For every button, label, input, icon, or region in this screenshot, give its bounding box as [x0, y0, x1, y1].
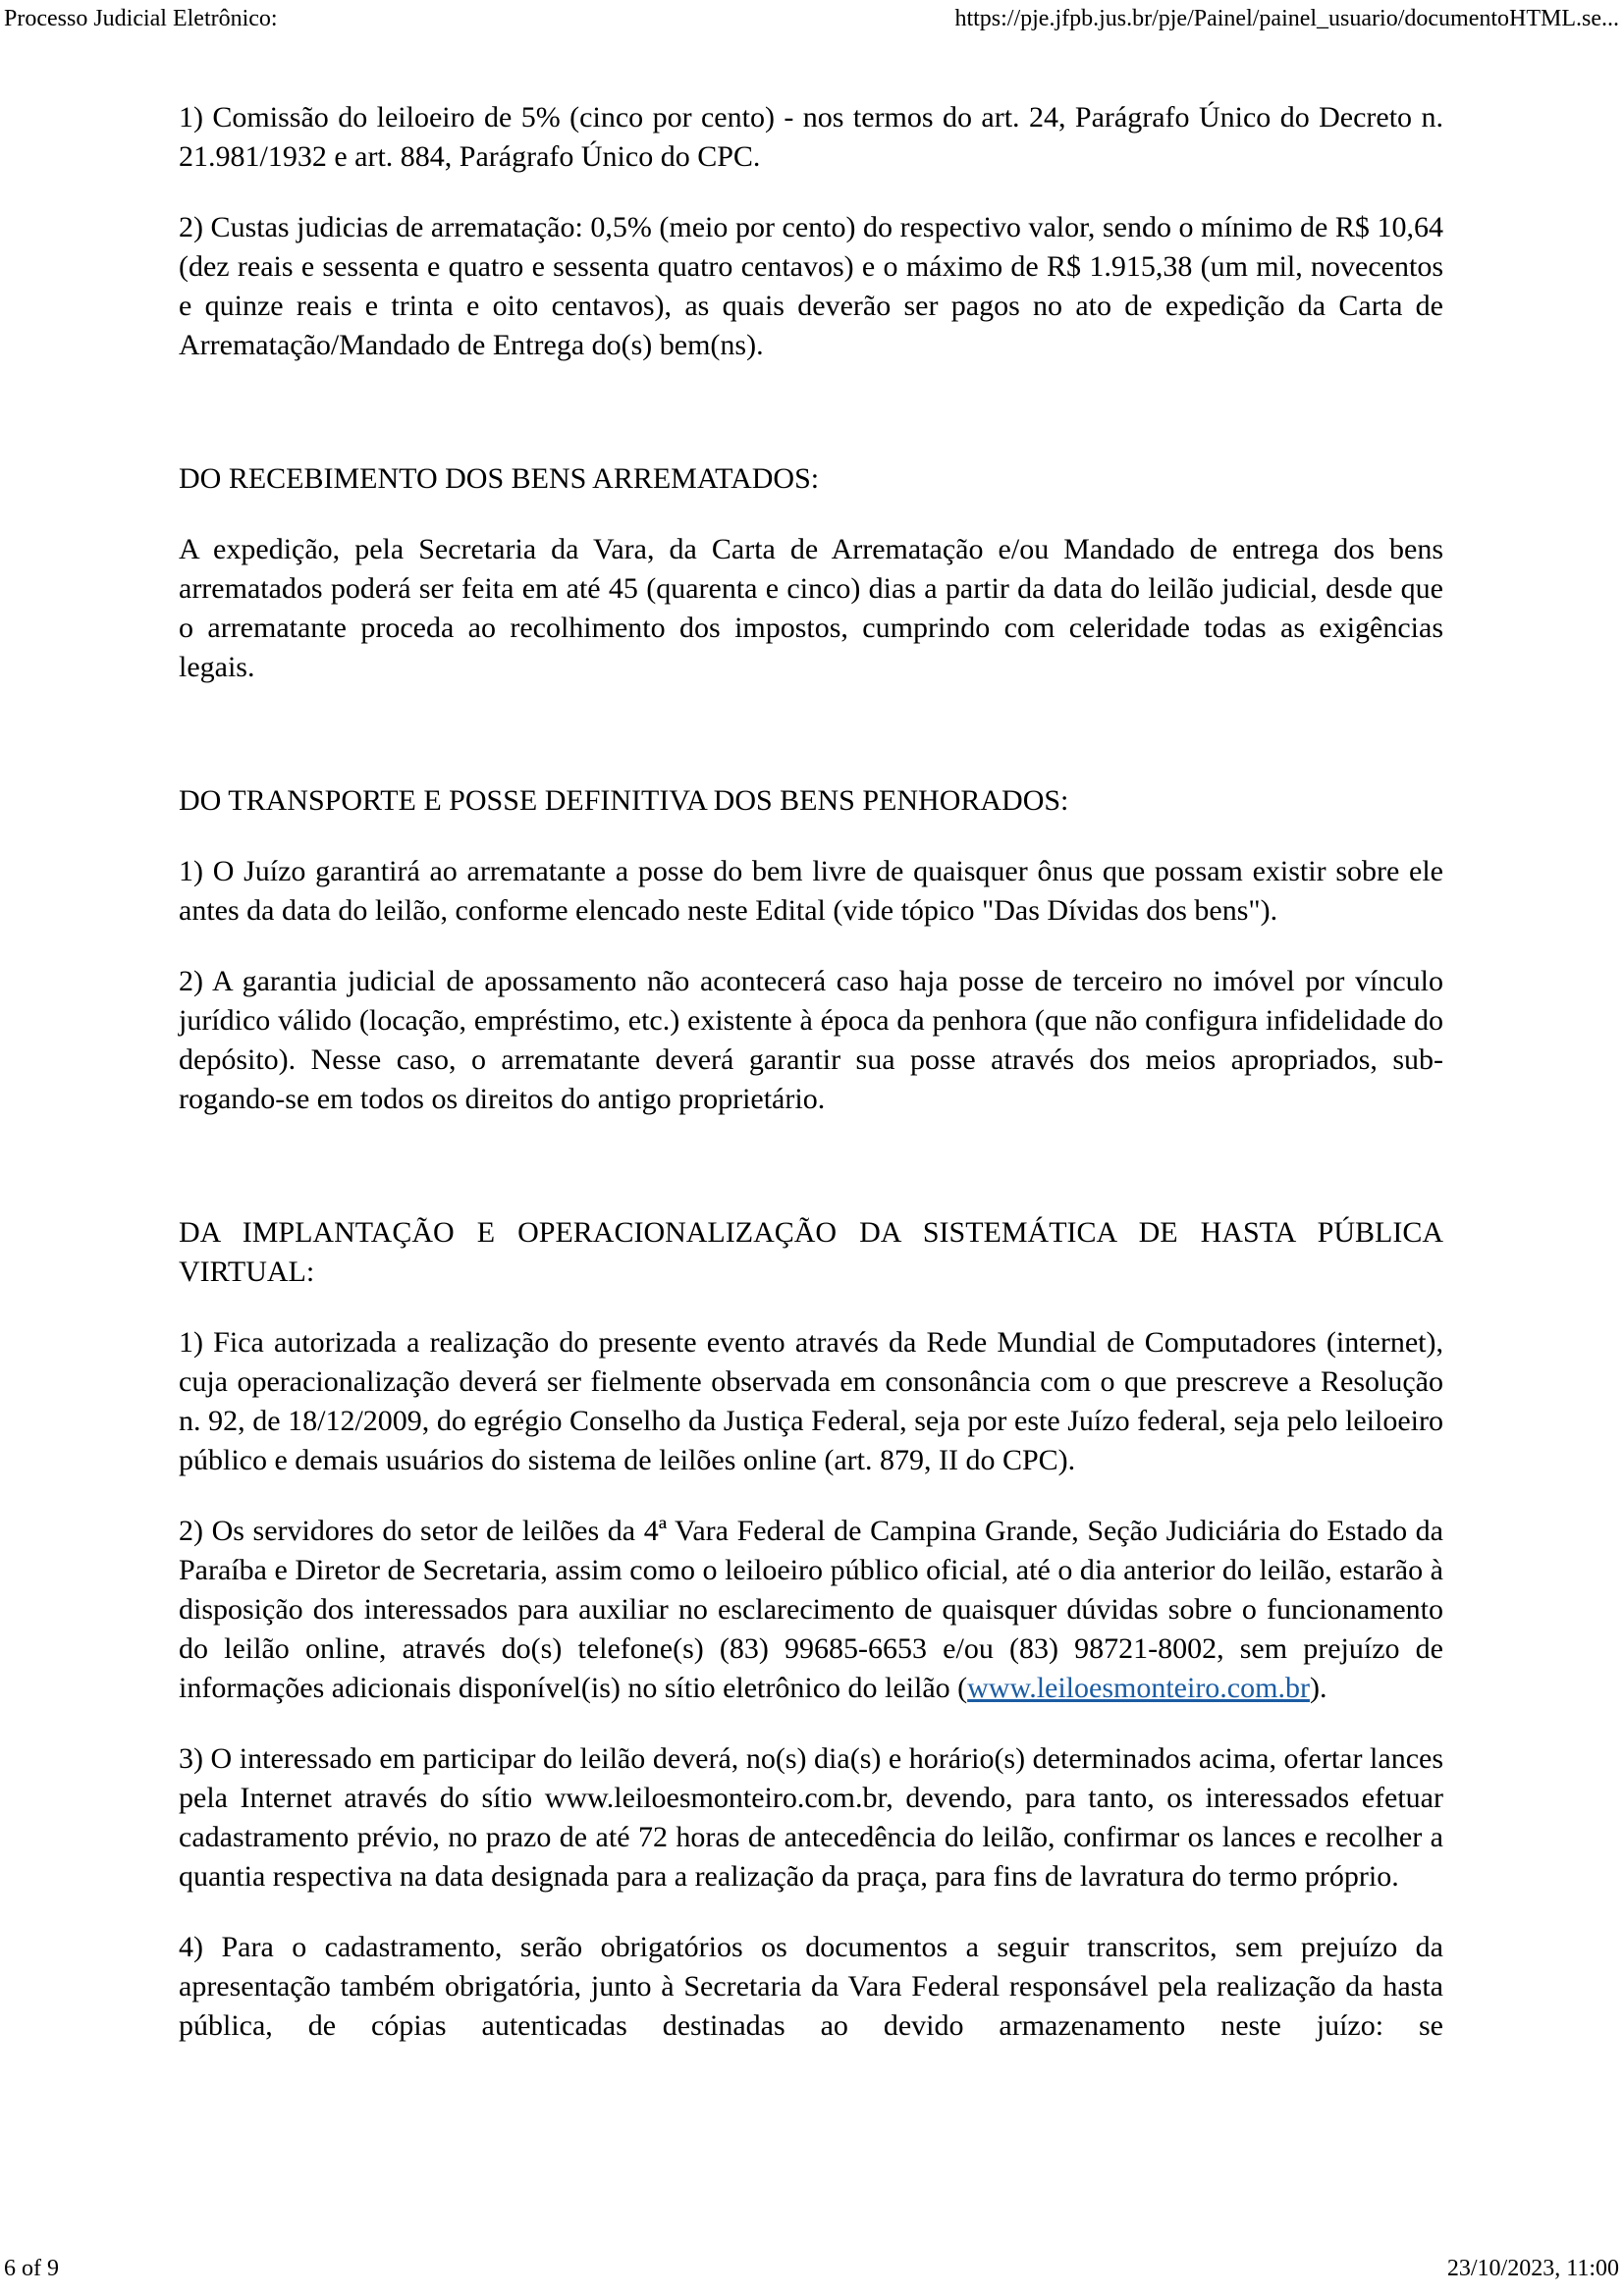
section-heading: DO RECEBIMENTO DOS BENS ARREMATADOS: — [179, 462, 820, 495]
paragraph-text: 2) Os servidores do setor de leilões da 4ª Vara Federal de Campina Grande, Seção Judiciária do Estado da Paraíba e Diretor de Secretaria, assim como o leiloeiro público oficial, até o dia anterior do leilão, estarão à disposição dos interessados para auxiliar no esclarecimento de quaisquer dúvidas sobre o funcionamento do leilão online, através do(s) telefone(s) (83) 99685-6653 e/ou (83) 98721-8002, sem prejuízo de informações adicionais disponível(is) no sítio eletrônico do leilão ( — [179, 1515, 1443, 1704]
document-url: https://pje.jfpb.jus.br/pje/Painel/painel_usuario/documentoHTML.se... — [954, 6, 1619, 31]
page-footer — [4, 2255, 1619, 2282]
leiloesmonteiro-link[interactable]: www.leiloesmonteiro.com.br — [967, 1672, 1310, 1704]
paragraph: 4) Para o cadastramento, serão obrigatórios os documentos a seguir transcritos, sem prejuízo da apresentação também obrigatória, junto à Secretaria da Vara Federal responsável pela realização da hasta pública, de cópias autenticadas destinadas ao devido armazenamento neste juízo: se — [179, 1931, 1443, 2042]
paragraph-text: ). — [1309, 1672, 1327, 1704]
section-heading: DA IMPLANTAÇÃO E OPERACIONALIZAÇÃO DA SISTEMÁTICA DE HASTA PÚBLICA VIRTUAL: — [179, 1216, 1443, 1288]
paragraph: 1) Fica autorizada a realização do presente evento através da Rede Mundial de Computadores (internet), cuja operacionalização deverá ser fielmente observada em consonância com o que prescreve a Resolução n. 92, de 18/12/2009, do egrégio Conselho da Justiça Federal, seja por este Juízo federal, seja pelo leiloeiro público e demais usuários do sistema de leilões online (art. 879, II do CPC). — [179, 1326, 1443, 1476]
timestamp: 23/10/2023, 11:00 — [1446, 2256, 1619, 2281]
app-title: Processo Judicial Eletrônico: — [4, 6, 278, 31]
paragraph: 1) O Juízo garantirá ao arrematante a posse do bem livre de quaisquer ônus que possam existir sobre ele antes da data do leilão, conforme elencado neste Edital (vide tópico "Das Dívidas dos bens"). — [179, 855, 1443, 927]
section-heading: DO TRANSPORTE E POSSE DEFINITIVA DOS BENS PENHORADOS: — [179, 784, 1069, 817]
page-header — [4, 5, 1619, 32]
paragraph: A expedição, pela Secretaria da Vara, da Carta de Arrematação e/ou Mandado de entrega dos bens arrematados poderá ser feita em até 45 (quarenta e cinco) dias a partir da data do leilão judicial, desde que o arrematante proceda ao recolhimento dos impostos, cumprindo com celeridade todas as exigências legais. — [179, 533, 1443, 683]
document-body — [179, 98, 1443, 2046]
paragraph: 3) O interessado em participar do leilão deverá, no(s) dia(s) e horário(s) determinados acima, ofertar lances pela Internet através do sítio www.leiloesmonteiro.com.br, devendo, para tanto, os interessados efetuar cadastramento prévio, no prazo de até 72 horas de antecedência do leilão, confirmar os lances e recolher a quantia respectiva na data designada para a realização da praça, para fins de lavratura do termo próprio. — [179, 1742, 1443, 1893]
paragraph: 1) Comissão do leiloeiro de 5% (cinco por cento) - nos termos do art. 24, Parágrafo Único do Decreto n. 21.981/1932 e art. 884, Parágrafo Único do CPC. — [179, 101, 1443, 173]
paragraph — [179, 1512, 1443, 1708]
paragraph: 2) Custas judicias de arrematação: 0,5% (meio por cento) do respectivo valor, sendo o mínimo de R$ 10,64 (dez reais e sessenta e quatro e sessenta quatro centavos) e o máximo de R$ 1.915,38 (um mil, novecentos e quinze reais e trinta e oito centavos), as quais deverão ser pagos no ato de expedição da Carta de Arrematação/Mandado de Entrega do(s) bem(ns). — [179, 211, 1443, 361]
page-indicator: 6 of 9 — [4, 2256, 59, 2281]
paragraph: 2) A garantia judicial de apossamento não acontecerá caso haja posse de terceiro no imóvel por vínculo jurídico válido (locação, empréstimo, etc.) existente à época da penhora (que não configura infidelidade do depósito). Nesse caso, o arrematante deverá garantir sua posse através dos meios apropriados, sub-rogando-se em todos os direitos do antigo proprietário. — [179, 965, 1443, 1115]
